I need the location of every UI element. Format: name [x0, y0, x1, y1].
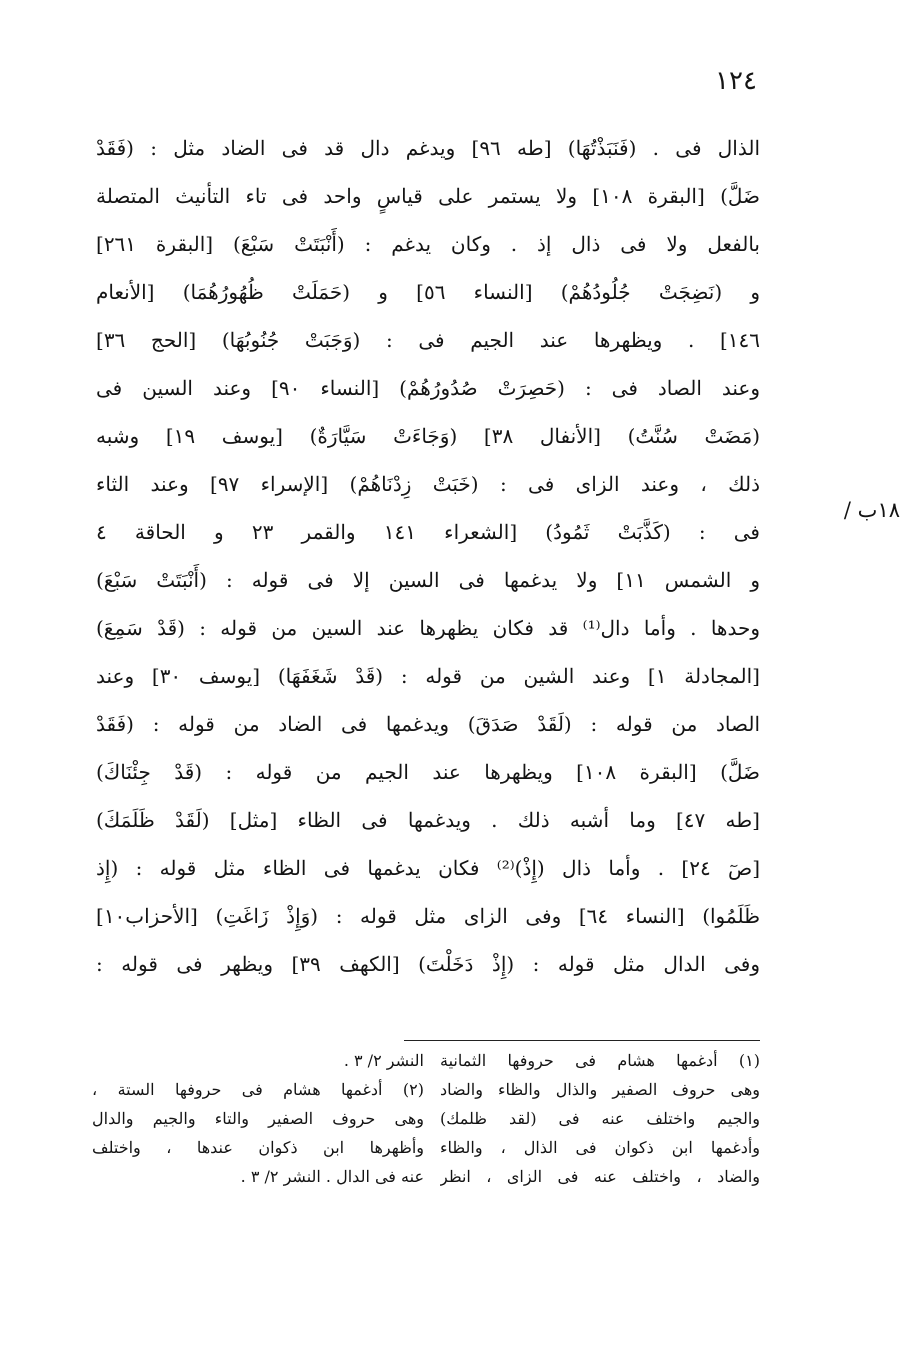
text-line: ضَلَّ) [البقرة ١٠٨] ولا يستمر على قياسٍ واحد فى تاء التأنيث المتصلة	[96, 184, 760, 208]
text-line: ضَلَّ) [البقرة ١٠٨] ويظهرها عند الجيم من قوله : (قَدْ جِئْنَاكَ)	[96, 760, 760, 784]
footnote-line: (١) أدغمها هشام فى حروفها الثمانية	[440, 1051, 760, 1070]
text-line: وحدها . وأما دال⁽¹⁾ قد فكان يظهرها عند السين من قوله : (قَدْ سَمِعَ)	[96, 616, 760, 640]
text-line: [المجادلة ١] وعند الشين من قوله : (قَدْ شَغَفَهَا) [يوسف ٣٠] وعند	[96, 664, 760, 688]
footnote-line: عنه فى الدال . النشر ٢/ ٣ .	[240, 1167, 424, 1186]
text-line: وفى الدال مثل قوله : (إِذْ دَخَلْتَ) [الكهف ٣٩] ويظهر فى قوله :	[96, 952, 760, 976]
text-line: ١٤٦] . ويظهرها عند الجيم فى : (وَجَبَتْ جُنُوبُهَا) [الحج ٣٦]	[96, 328, 760, 352]
text-line: الصاد من قوله : (لَقَدْ صَدَقَ) ويدغمها فى الضاد من قوله : (فَقَدْ	[96, 712, 760, 736]
footnotes-left-column	[92, 1046, 424, 1191]
manuscript-folio-marker: ١٨ب /	[843, 498, 900, 522]
text-line: (مَضَتْ سُنَّتُ) [الأنفال ٣٨] (وَجَاءَتْ سَيَّارَةٌ) [يوسف ١٩] وشبه	[96, 424, 760, 448]
footnote-line: وأظهرها ابن ذكوان عندها ، واختلف	[92, 1138, 424, 1157]
page-number: ١٢٤	[715, 66, 757, 96]
text-line: وعند الصاد فى : (حَصِرَتْ صُدُورُهُمْ) [النساء ٩٠] وعند السين فى	[96, 376, 760, 400]
text-line: بالفعل ولا فى ذال إذ . وكان يدغم : (أَنْبَتَتْ سَبْعَ) [البقرة ٢٦١]	[96, 232, 760, 256]
footnote-line: النشر ٢/ ٣ .	[343, 1051, 424, 1070]
footnote-line: والضاد ، واختلف عنه فى الزاى ، انظر	[440, 1167, 760, 1186]
text-line: فى : (كَذَّبَتْ ثَمُودُ) [الشعراء ١٤١ والقمر ٢٣ و الحاقة ٤	[96, 520, 760, 544]
text-line: و (نَضِجَتْ جُلُودُهُمْ) [النساء ٥٦] و (حَمَلَتْ ظُهُورُهُمَا) [الأنعام	[96, 280, 760, 304]
footnote-line: وهى حروف الصفير والتاء والجيم والدال	[92, 1109, 424, 1128]
text-line: [طه ٤٧] وما أشبه ذلك . ويدغمها فى الظاء [مثل] (لَقَدْ ظَلَمَكَ)	[96, 808, 760, 832]
footnotes-right-column	[440, 1046, 760, 1191]
footnote-divider	[404, 1040, 760, 1041]
text-line: ذلك ، وعند الزاى فى : (خَبَتْ زِدْنَاهُمْ) [الإسراء ٩٧] وعند الثاء	[96, 472, 760, 496]
footnote-line: (٢) أدغمها هشام فى حروفها الستة ،	[92, 1080, 424, 1099]
text-line: [صٓ ٢٤] . وأما ذال (إِذْ)⁽²⁾ فكان يدغمها فى الظاء مثل قوله : (إِذ	[96, 856, 760, 880]
text-line: الذال فى . (فَنَبَذْتُهَا) [طه ٩٦] ويدغم دال قد فى الضاد مثل : (فَقَدْ	[96, 136, 760, 160]
footnote-line: وأدغمها ابن ذكوان فى الذال ، والظاء	[440, 1138, 760, 1157]
footnote-line: وهى حروف الصفير والذال والظاء والضاد	[440, 1080, 760, 1099]
main-text	[96, 124, 760, 1044]
text-line: و الشمس ١١] ولا يدغمها فى السين إلا فى قوله : (أَنْبَتَتْ سَبْعَ)	[96, 568, 760, 592]
text-line: ظَلَمُوا) [النساء ٦٤] وفى الزاى مثل قوله : (وَإِذْ زَاغَتِ) [الأحزاب١٠]	[96, 904, 760, 928]
footnote-line: والجيم واختلف عنه فى (لقد ظلمك)	[440, 1109, 760, 1128]
